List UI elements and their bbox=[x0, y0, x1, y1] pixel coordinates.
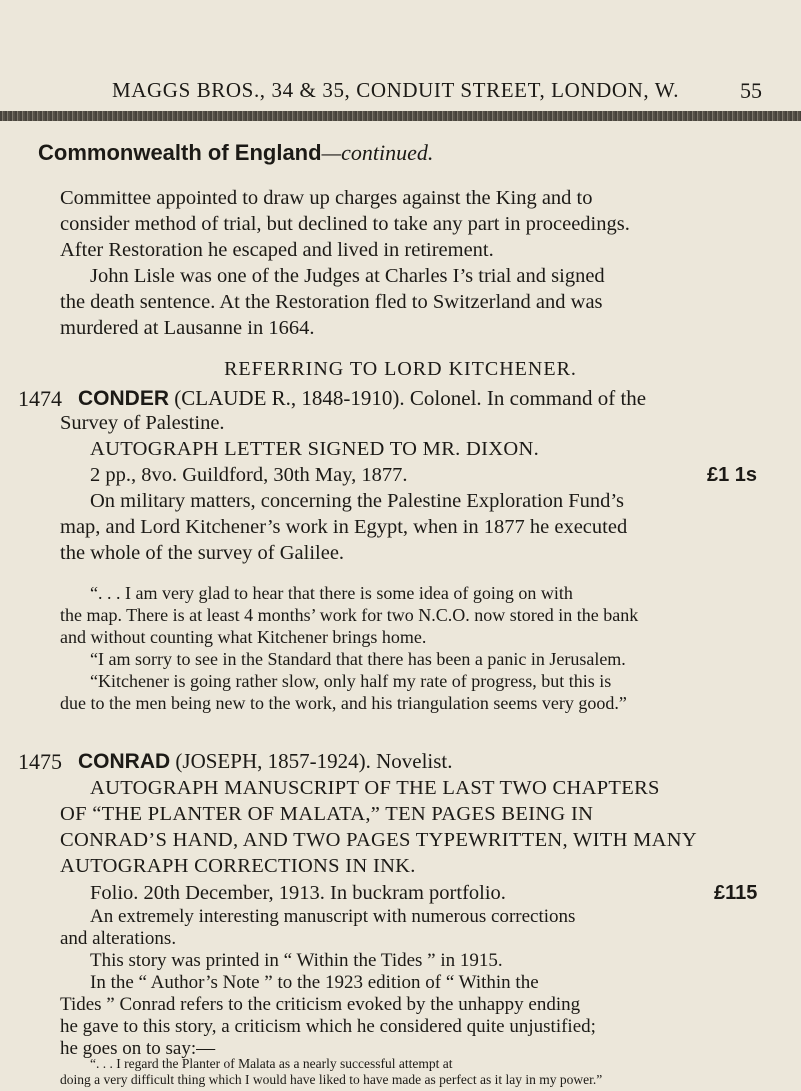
lot-description-line: CONRAD’S HAND, AND TWO PAGES TYPEWRITTEN, WITH MANY bbox=[60, 829, 697, 851]
lot-description: AUTOGRAPH LETTER SIGNED TO MR. DIXON. bbox=[90, 438, 540, 460]
subheading: REFERRING TO LORD KITCHENER. bbox=[224, 358, 577, 380]
lot-heading bbox=[78, 749, 453, 774]
intro-line: consider method of trial, but declined to take any part in proceedings. bbox=[60, 213, 630, 235]
quote-line: due to the men being new to the work, and his triangulation seems very good.” bbox=[60, 693, 627, 713]
lot-name: CONRAD bbox=[78, 750, 171, 773]
intro-line: John Lisle was one of the Judges at Charles I’s trial and signed bbox=[90, 265, 605, 287]
quote-line: “. . . I am very glad to hear that there is some idea of going on with bbox=[90, 583, 573, 603]
intro-line: After Restoration he escaped and lived in retirement. bbox=[60, 239, 494, 261]
lot-number: 1474 bbox=[18, 386, 62, 411]
lot-description-line: AUTOGRAPH MANUSCRIPT OF THE LAST TWO CHAPTERS bbox=[90, 777, 660, 799]
lot-heading bbox=[78, 386, 646, 411]
intro-line: murdered at Lausanne in 1664. bbox=[60, 317, 315, 339]
lot-body-line: This story was printed in “ Within the Tides ” in 1915. bbox=[90, 950, 503, 971]
lot-body-line: the whole of the survey of Galilee. bbox=[60, 542, 345, 564]
lot-format: 2 pp., 8vo. Guildford, 30th May, 1877. bbox=[90, 464, 408, 486]
intro-line: Committee appointed to draw up charges against the King and to bbox=[60, 187, 593, 209]
quote-line: the map. There is at least 4 months’ work for two N.C.O. now stored in the bank bbox=[60, 605, 639, 625]
lot-price: £1 1s bbox=[707, 464, 758, 486]
lot-body-line: map, and Lord Kitchener’s work in Egypt, when in 1877 he executed bbox=[60, 516, 628, 538]
quote-line: “Kitchener is going rather slow, only half my rate of progress, but this is bbox=[90, 671, 612, 691]
section-continued: —continued. bbox=[321, 140, 434, 165]
lot-name: CONDER bbox=[78, 387, 170, 410]
lot-body-line: he goes on to say:— bbox=[60, 1038, 216, 1059]
quote-line: and without counting what Kitchener brings home. bbox=[60, 627, 427, 647]
lot-description-line: AUTOGRAPH CORRECTIONS IN INK. bbox=[60, 855, 416, 877]
lot-number: 1475 bbox=[18, 749, 62, 774]
lot-heading-rest: (CLAUDE R., 1848-1910). Colonel. In command of the bbox=[174, 386, 647, 410]
lot-body-line: he gave to this story, a criticism which he considered quite unjustified; bbox=[60, 1016, 596, 1037]
quote-line: doing a very difficult thing which I would have liked to have made as perfect as it lay in my power.” bbox=[60, 1072, 603, 1087]
lot-price: £115 bbox=[714, 882, 758, 904]
quote-line: “. . . I regard the Planter of Malata as a nearly successful attempt at bbox=[90, 1056, 453, 1071]
section-title: Commonwealth of England bbox=[38, 140, 322, 165]
lot-format: Folio. 20th December, 1913. In buckram portfolio. bbox=[90, 882, 506, 904]
page-number: 55 bbox=[740, 78, 762, 103]
lot-body-line: and alterations. bbox=[60, 928, 177, 949]
lot-description-line: OF “THE PLANTER OF MALATA,” TEN PAGES BEING IN bbox=[60, 803, 594, 825]
lot-body-line: On military matters, concerning the Palestine Exploration Fund’s bbox=[90, 490, 625, 512]
lot-heading-line2: Survey of Palestine. bbox=[60, 412, 225, 434]
lot-body-line: In the “ Author’s Note ” to the 1923 edition of “ Within the bbox=[90, 972, 539, 993]
header-rule bbox=[0, 111, 801, 121]
intro-line: the death sentence. At the Restoration fled to Switzerland and was bbox=[60, 291, 603, 313]
quote-line: “I am sorry to see in the Standard that there has been a panic in Jerusalem. bbox=[90, 649, 626, 669]
lot-body-line: Tides ” Conrad refers to the criticism evoked by the unhappy ending bbox=[60, 994, 581, 1015]
lot-body-line: An extremely interesting manuscript with numerous corrections bbox=[90, 906, 576, 927]
lot-heading-rest: (JOSEPH, 1857-1924). Novelist. bbox=[175, 749, 453, 773]
publisher-address: MAGGS BROS., 34 & 35, CONDUIT STREET, LONDON, W. bbox=[112, 78, 680, 102]
section-heading bbox=[38, 140, 433, 166]
